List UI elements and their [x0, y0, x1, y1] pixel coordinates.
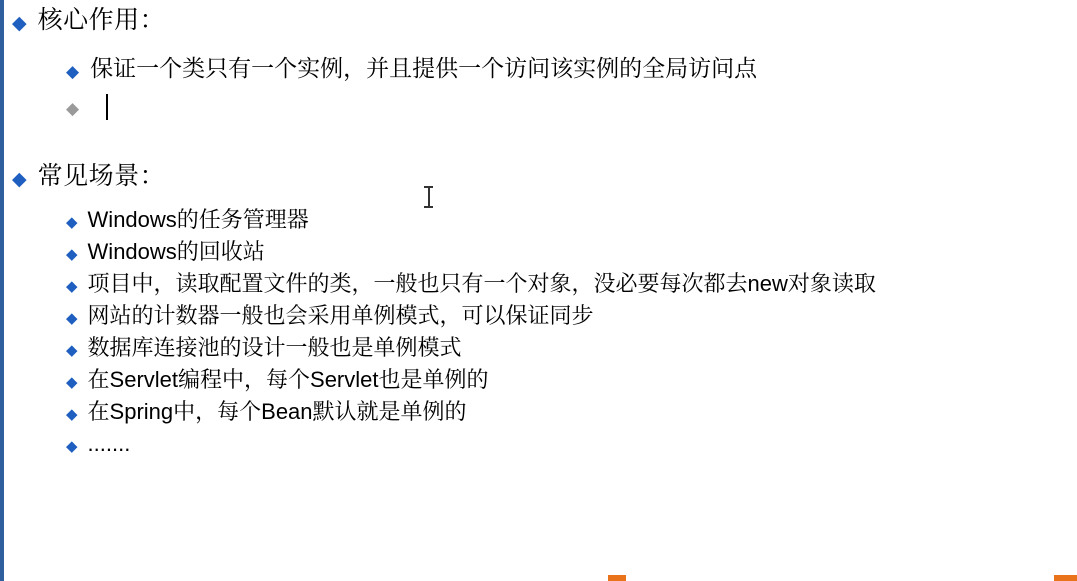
slide-content — [4, 0, 1077, 455]
list-item-label: 项目中，读取配置文件的类，一般也只有一个对象，没必要每次都去new对象读取 — [87, 271, 876, 296]
list-item-label: 网站的计数器一般也会采用单例模式，可以保证同步 — [87, 303, 594, 328]
section-heading-common-scenarios — [12, 164, 1077, 189]
list-item[interactable] — [66, 57, 1077, 80]
list-item[interactable] — [66, 273, 1077, 295]
spacer — [4, 120, 1077, 164]
bullet-icon: ◆ — [66, 214, 78, 231]
bullet-icon: ◆ — [12, 13, 27, 34]
spacer — [4, 189, 1077, 199]
section-heading-text: 常见场景： — [37, 162, 166, 190]
progress-segment — [608, 575, 626, 581]
spacer — [4, 33, 1077, 43]
list-item-label: 数据库连接池的设计一般也是单例模式 — [87, 335, 462, 360]
list-item[interactable] — [66, 401, 1077, 423]
section-heading-text: 核心作用： — [37, 6, 166, 34]
text-caret — [106, 94, 108, 120]
bullet-icon: ◆ — [66, 278, 78, 295]
bullet-icon: ◆ — [66, 438, 78, 455]
bullet-icon: ◆ — [66, 246, 78, 263]
bullet-icon: ◆ — [12, 169, 27, 190]
list-item[interactable] — [66, 337, 1077, 359]
list-item-label: Windows的回收站 — [87, 239, 265, 264]
list-item-label: 在Spring中，每个Bean默认就是单例的 — [87, 399, 467, 424]
list-item-label: Windows的任务管理器 — [87, 207, 309, 232]
list-item-label: 保证一个类只有一个实例，并且提供一个访问该实例的全局访问点 — [90, 55, 758, 81]
list-item[interactable] — [66, 305, 1077, 327]
list-item[interactable] — [66, 209, 1077, 231]
list-item[interactable] — [66, 241, 1077, 263]
bullet-icon: ◆ — [66, 374, 78, 391]
bullet-icon: ◆ — [66, 310, 78, 327]
list-item-label: 在Servlet编程中，每个Servlet也是单例的 — [87, 367, 489, 392]
list-item[interactable] — [66, 433, 1077, 455]
bottom-progress-bar — [4, 575, 1077, 581]
progress-segment — [1054, 575, 1077, 581]
list-item-editing[interactable] — [66, 94, 1077, 120]
bullet-icon: ◆ — [66, 342, 78, 359]
bullet-icon: ◆ — [66, 406, 78, 423]
section-heading-core-role — [12, 8, 1077, 33]
list-item[interactable] — [66, 369, 1077, 391]
bullet-icon: ◆ — [66, 99, 80, 118]
bullet-icon: ◆ — [66, 62, 80, 81]
list-item-label: ....... — [87, 431, 131, 456]
